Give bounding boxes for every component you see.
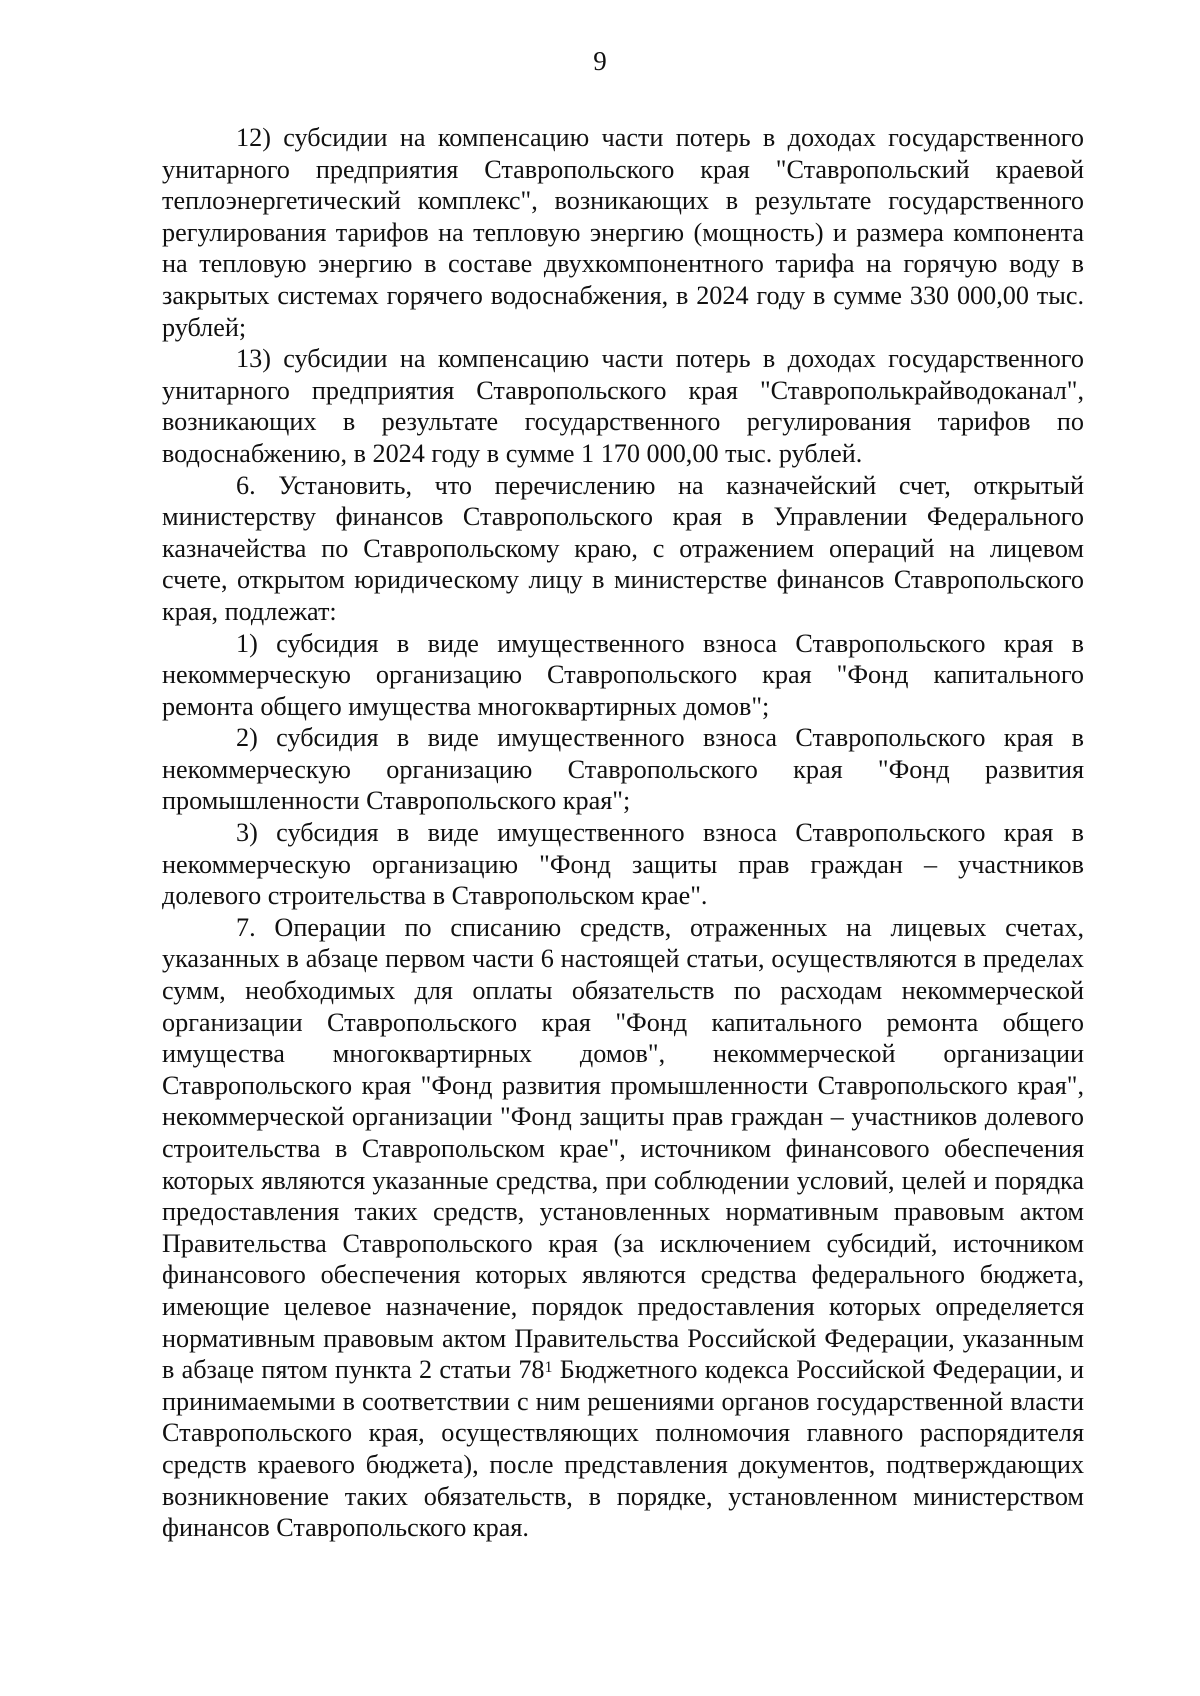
paragraph-6-item-3: 3) субсидия в виде имущественного взноса Ставропольского края в некоммерческую организацию "Фонд защиты прав граждан – участников долевого строительства в Ставропольском крае". <box>162 818 1084 911</box>
document-body <box>162 122 1084 1544</box>
superscript-1: 1 <box>544 1359 553 1377</box>
paragraph-7-part-1: 7. Операции по списанию средств, отраженных на лицевых счетах, указанных в абзаце первом части 6 настоящей статьи, осуществляются в пределах сумм, необходимых для оплаты обязательств по расходам некоммерческой организации Ставропольского края "Фонд капитального ремонта общего имущества многоквартирных домов", некоммерческой организации Ставропольского края "Фонд развития промышленности Ставропольского края", некоммерческой организации "Фонд защиты прав граждан – участников долевого строительства в Ставропольском крае", источником финансового обеспечения которых являются указанные средства, при соблюдении условий, целей и порядка предоставления таких средств, установленных нормативным правовым актом Правительства Ставропольского края (за исключением субсидий, источником финансового обеспечения которых являются средства федерального бюджета, имеющие целевое назначение, порядок предоставления которых определяется нормативным правовым актом Правительства Российской Федерации, указанным в абзаце пятом пункта 2 статьи 78 <box>162 912 1084 1385</box>
paragraph-6-item-2: 2) субсидия в виде имущественного взноса Ставропольского края в некоммерческую организацию Ставропольского края "Фонд развития промышленности Ставропольского края"; <box>162 723 1084 816</box>
paragraph-6-item-1: 1) субсидия в виде имущественного взноса Ставропольского края в некоммерческую организацию Ставропольского края "Фонд капитального ремонта общего имущества многоквартирных домов"; <box>162 628 1084 721</box>
paragraph-13: 13) субсидии на компенсацию части потерь в доходах государственного унитарного предприятия Ставропольского края "Ставрополькрайводоканал", возникающих в результате государственного регулирования тарифов по водоснабжению, в 2024 году в сумме 1 170 000,00 тыс. рублей. <box>162 344 1084 468</box>
paragraph-12: 12) субсидии на компенсацию части потерь в доходах государственного унитарного предприятия Ставропольского края "Ставропольский краевой теплоэнергетический комплекс", возникающих в результате государственного регулирования тарифов на тепловую энергию (мощность) и размера компонента на тепловую энергию в составе двухкомпонентного тарифа на горячую воду в закрытых системах горячего водоснабжения, в 2024 году в сумме 330 000,00 тыс. рублей; <box>162 123 1084 342</box>
paragraph-6: 6. Установить, что перечислению на казначейский счет, открытый министерству финансов Ставропольского края в Управлении Федерального казначейства по Ставропольскому краю, с отражением операций на лицевом счете, открытом юридическому лицу в министерстве финансов Ставропольского края, подлежат: <box>162 470 1084 626</box>
paragraph-7 <box>162 912 1084 1544</box>
page-number: 9 <box>593 46 607 76</box>
paragraph-7-part-2: Бюджетного кодекса Российской Федерации, и принимаемыми в соответствии с ним решениями органов государственной власти Ставропольского края, осуществляющих полномочия главного распорядителя средств краевого бюджета), после представления документов, подтверждающих возникновение таких обязательств, в порядке, установленном министерством финансов Ставропольского края. <box>162 1355 1084 1543</box>
